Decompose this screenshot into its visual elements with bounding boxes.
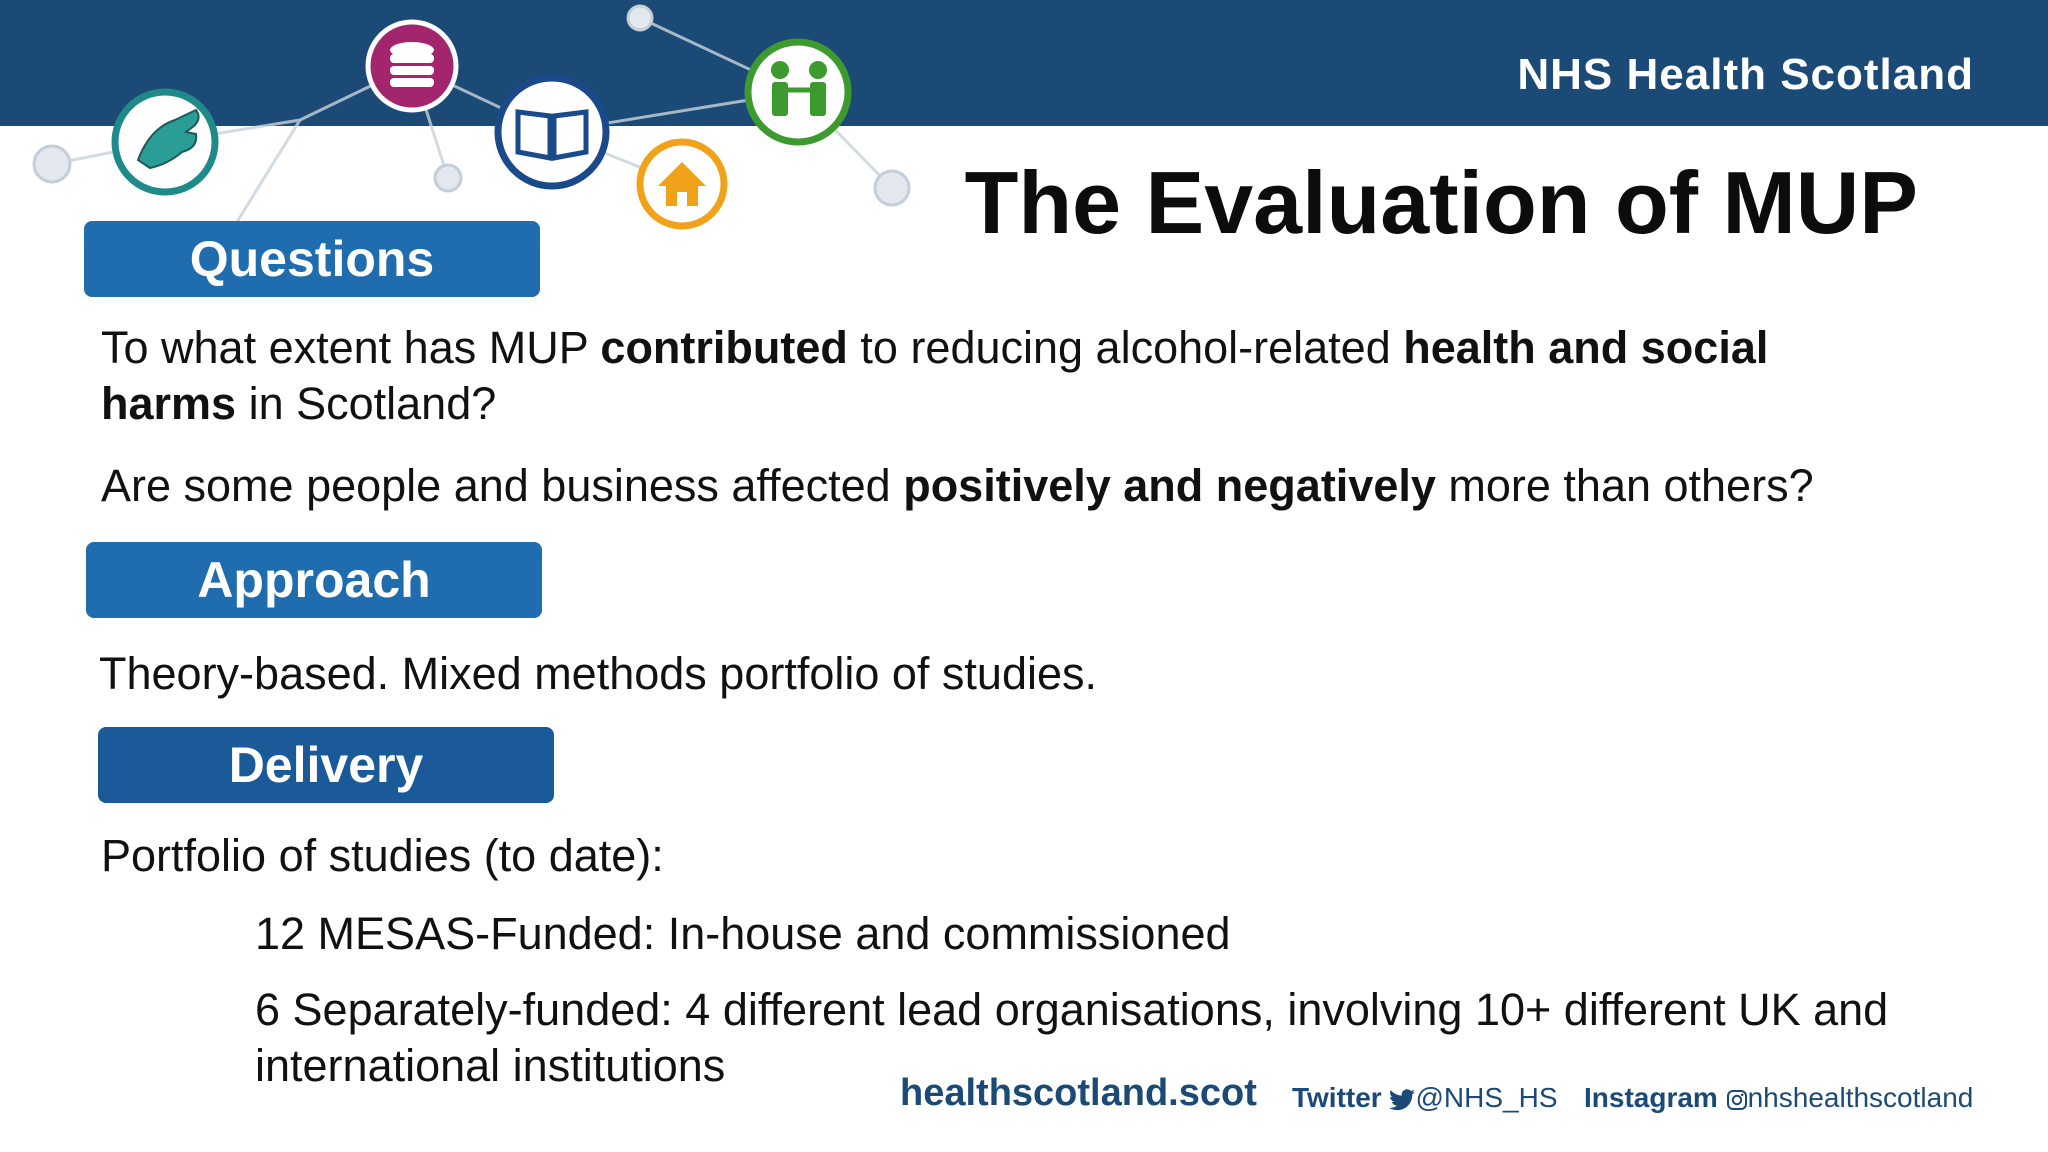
- question-1: [101, 320, 1901, 432]
- family-icon: [748, 42, 848, 142]
- footer-website-link[interactable]: healthscotland.scot: [900, 1072, 1257, 1114]
- instagram-icon: [1726, 1089, 1748, 1111]
- question-1-bold-b: health and social harms: [101, 322, 1769, 429]
- home-icon: [640, 142, 724, 226]
- instagram-handle: nhshealthscotland: [1747, 1082, 1974, 1113]
- twitter-bird-icon: [1389, 1089, 1415, 1111]
- question-1-text-c: in Scotland?: [236, 378, 497, 429]
- footer-instagram[interactable]: [1584, 1082, 1973, 1114]
- question-2: [101, 458, 1981, 514]
- instagram-label: Instagram: [1584, 1082, 1718, 1113]
- question-1-bold-a: contributed: [600, 322, 848, 373]
- question-1-text-a: To what extent has MUP: [101, 322, 601, 373]
- question-2-bold: positively and negatively: [903, 460, 1436, 511]
- hand-icon: [115, 92, 215, 192]
- approach-heading: Approach: [86, 542, 542, 618]
- approach-text: Theory-based. Mixed methods portfolio of studies.: [99, 648, 1097, 699]
- question-1-text-b: to reducing alcohol-related: [847, 322, 1404, 373]
- twitter-handle: @NHS_HS: [1415, 1082, 1558, 1113]
- brand-name: NHS Health Scotland: [1517, 50, 1974, 99]
- delivery-item-1: 12 MESAS-Funded: In-house and commissioned: [255, 908, 1231, 959]
- delivery-item-2: 6 Separately-funded: 4 different lead organisations, involving 10+ different UK and international institutions: [255, 984, 1889, 1091]
- coins-icon: [368, 22, 456, 110]
- book-icon: [498, 78, 606, 186]
- delivery-heading: Delivery: [98, 727, 554, 803]
- delivery-intro: Portfolio of studies (to date):: [101, 830, 664, 881]
- twitter-label: Twitter: [1292, 1082, 1382, 1113]
- question-2-text-a: Are some people and business affected: [101, 460, 904, 511]
- question-2-text-b: more than others?: [1435, 460, 1814, 511]
- slide-title: The Evaluation of MUP: [964, 153, 1918, 252]
- footer-twitter[interactable]: [1292, 1082, 1558, 1114]
- questions-heading: Questions: [84, 221, 540, 297]
